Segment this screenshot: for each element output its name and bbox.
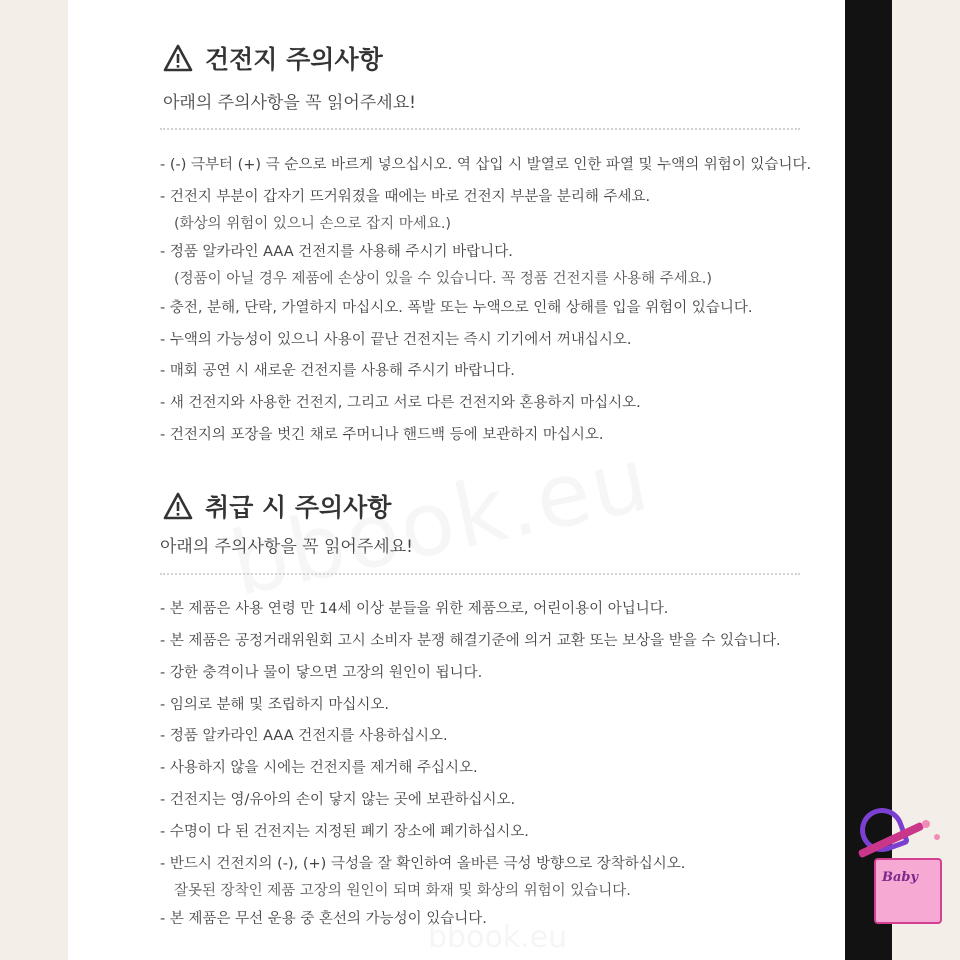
dot-icon [934,834,940,840]
warning-icon [163,492,193,520]
list-item: - 건전지의 포장을 벗긴 채로 주머니나 핸드백 등에 보관하지 마십시오. [160,427,604,443]
list-item: - 수명이 다 된 건전지는 지정된 폐기 장소에 폐기하십시오. [160,824,529,840]
list-item: - 본 제품은 공정거래위원회 고시 소비자 분쟁 해결기준에 의거 교환 또는 보상을 받을 수 있습니다. [160,633,781,649]
notice-page [68,0,845,960]
list-item: - 사용하지 않을 시에는 건전지를 제거해 주십시오. [160,760,478,776]
battery-subtitle: 아래의 주의사항을 꼭 읽어주세요! [163,93,416,113]
handling-divider [160,573,800,575]
list-item: - 임의로 분해 및 조립하지 마십시오. [160,697,389,713]
handling-section-title [163,488,391,524]
list-item: - 반드시 건전지의 (-), (+) 극성을 잘 확인하여 올바른 극성 방향으로 장착하십시오. 잘못된 장착인 제품 고장의 원인이 되며 화재 및 화상의 위험이 있습니다. [160,856,686,899]
list-item: - 정품 알카라인 AAA 건전지를 사용해 주시기 바랍니다. (정품이 아닐 경우 제품에 손상이 있을 수 있습니다. 꼭 정품 건전지를 사용해 주세요.) [160,244,713,287]
dot-icon [922,820,930,828]
battery-title-text: 건전지 주의사항 [205,45,383,74]
handling-title-text: 취급 시 주의사항 [205,493,392,522]
list-item: - 매회 공연 시 새로운 건전지를 사용해 주시기 바랍니다. [160,363,515,379]
list-item: - 강한 충격이나 물이 닿으면 고장의 원인이 됩니다. [160,665,483,681]
list-item: - 정품 알카라인 AAA 건전지를 사용하십시오. [160,728,448,744]
handling-subtitle: 아래의 주의사항을 꼭 읽어주세요! [160,537,413,557]
warning-icon [163,44,193,72]
list-item: - (-) 극부터 (+) 극 순으로 바르게 넣으십시오. 역 삽입 시 발열로 인한 파열 및 누액의 위험이 있습니다. [160,157,812,173]
list-item: - 충전, 분해, 단락, 가열하지 마십시오. 폭발 또는 누액으로 인해 상해를 입을 위험이 있습니다. [160,300,753,316]
left-margin [0,0,68,960]
list-item: - 본 제품은 무선 운용 중 혼선의 가능성이 있습니다. [160,911,487,927]
gift-badge [852,806,948,924]
gift-box-icon [874,858,942,924]
list-item: - 건전지는 영/유아의 손이 닿지 않는 곳에 보관하십시오. [160,792,516,808]
badge-text: Baby [882,870,919,885]
list-item: - 새 건전지와 사용한 건전지, 그리고 서로 다른 건전지와 혼용하지 마십시오. [160,395,641,411]
battery-divider [160,128,800,130]
list-item: - 누액의 가능성이 있으니 사용이 끝난 건전지는 즉시 기기에서 꺼내십시오. [160,332,632,348]
list-item: - 건전지 부분이 갑자기 뜨거워졌을 때에는 바로 건전지 부분을 분리해 주세요. (화상의 위험이 있으니 손으로 잡지 마세요.) [160,189,651,232]
battery-section-title [163,40,383,76]
list-item: - 본 제품은 사용 연령 만 14세 이상 분들을 위한 제품으로, 어린이용이 아닙니다. [160,601,669,617]
